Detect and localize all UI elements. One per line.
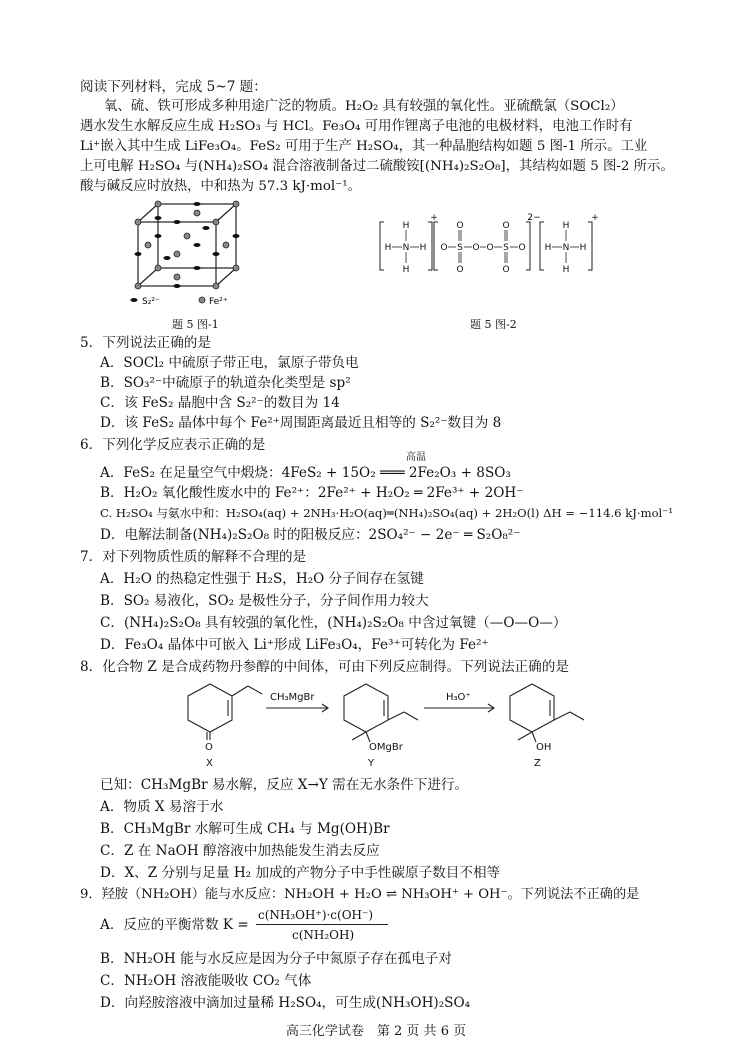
ammonium-persulfate-structure <box>376 212 616 280</box>
q9-option-c: C．NH₂OH 溶液能吸收 CO₂ 气体 <box>100 973 312 989</box>
label-x: X <box>206 758 213 769</box>
s2o8-o-bot1: O <box>456 265 464 275</box>
s2o8-o-bot2: O <box>502 265 510 275</box>
nh4-left-h-bottom: H <box>402 265 410 275</box>
s2o8-o-top1: O <box>456 221 464 231</box>
s2o8-charge: 2− <box>527 213 541 223</box>
y-omgbr: OMgBr <box>369 742 403 753</box>
fig5-2-caption: 题 5 图-2 <box>470 318 517 331</box>
q7-stem: 7．对下列物质性质的解释不合理的是 <box>80 549 307 565</box>
fig5-1-caption: 题 5 图-1 <box>172 318 219 331</box>
q6-stem: 6．下列化学反应表示正确的是 <box>80 437 266 453</box>
q5-stem: 5．下列说法正确的是 <box>80 335 211 351</box>
q6-option-a: A．FeS₂ 在足量空气中煅烧：4FeS₂ + 15O₂ ═══ 2Fe₂O₃ + 8SO₃ <box>100 465 511 481</box>
s2o8-o2: O <box>472 243 480 253</box>
nh4-right-h-left: H <box>544 243 552 253</box>
q9-stem: 9．羟胺（NH₂OH）能与水反应：NH₂OH + H₂O ⇌ NH₃OH⁺ + OH⁻。下列说法不正确的是 <box>80 887 640 902</box>
label-y: Y <box>368 758 375 769</box>
q9-option-b: B．NH₂OH 能与水反应是因为分子中氮原子存在孤电子对 <box>100 951 452 967</box>
nh4-right-h-top: H <box>562 221 570 231</box>
material-line-2: 遇水发生水解反应生成 H₂SO₃ 与 HCl。Fe₃O₄ 可用作锂离子电池的电极材料，电池工作时有 <box>80 119 633 134</box>
q7-option-c: C．(NH₄)₂S₂O₈ 具有较强的氧化性，(NH₄)₂S₂O₈ 中含过氧键（—O—O—） <box>100 615 567 631</box>
nh4-left-h-left: H <box>384 243 392 253</box>
s2o8-s2: S <box>503 243 509 253</box>
q8-option-a: A．物质 X 易溶于水 <box>100 799 224 815</box>
q8-stem: 8．化合物 Z 是合成药物丹参醇的中间体，可由下列反应制得。下列说法正确的是 <box>80 659 569 675</box>
q6-high-temp-label: 高温 <box>406 452 426 463</box>
q6-option-d: D．电解法制备(NH₄)₂S₂O₈ 时的阳极反应：2SO₄²⁻ − 2e⁻ ═ S₂O₈²⁻ <box>100 527 521 543</box>
nh4-right-n: N <box>562 243 570 253</box>
nh4-left-h-right: H <box>419 243 427 253</box>
q9-option-a-denominator: c(NH₂OH) <box>292 928 355 942</box>
q5-option-a: A．SOCl₂ 中硫原子带正电，氯原子带负电 <box>100 355 359 371</box>
q8-option-c: C．Z 在 NaOH 醇溶液中加热能发生消去反应 <box>100 843 380 859</box>
nh4-right-charge: + <box>591 213 599 223</box>
q5-option-d: D．该 FeS₂ 晶体中每个 Fe²⁺周围距离最近且相等的 S₂²⁻数目为 8 <box>100 415 502 431</box>
s2o8-o-top2: O <box>502 221 510 231</box>
q9-option-a-prefix: A．反应的平衡常数 K = <box>100 917 249 933</box>
material-line-5: 酸与碱反应时放热，中和热为 57.3 kJ·mol⁻¹。 <box>80 179 362 194</box>
page-footer: 高三化学试卷 第 2 页 共 6 页 <box>285 1024 467 1039</box>
z-oh: OH <box>536 742 552 753</box>
label-z: Z <box>534 758 541 769</box>
material-line-4: 上可电解 H₂SO₄ 与(NH₄)₂SO₄ 混合溶液制备过二硫酸铵[(NH₄)₂S₂O₈]，其结构如题 5 图-2 所示。 <box>80 159 674 174</box>
reagent-ch3mgbr: CH₃MgBr <box>270 692 315 703</box>
legend-fe2-label: Fe²⁺ <box>209 297 228 307</box>
q9-fraction-bar <box>256 924 388 925</box>
nh4-left-charge: + <box>430 213 438 223</box>
q7-option-b: B．SO₂ 易液化，SO₂ 是极性分子，分子间作用力较大 <box>100 593 429 609</box>
legend-s22-label: S₂²⁻ <box>142 297 160 307</box>
q8-option-d: D．X、Z 分别与足量 H₂ 加成的产物分子中手性碳原子数目不相等 <box>100 865 501 881</box>
q8-option-b: B．CH₃MgBr 水解可生成 CH₄ 与 Mg(OH)Br <box>100 821 390 837</box>
x-carbonyl-o: O <box>205 742 213 753</box>
q6-option-b: B．H₂O₂ 氧化酸性废水中的 Fe²⁺：2Fe²⁺ + H₂O₂ ═ 2Fe³⁺ + 2OH⁻ <box>100 485 524 501</box>
s2o8-o1: O <box>440 243 448 253</box>
nh4-right-h-right: H <box>579 243 587 253</box>
q7-option-d: D．Fe₃O₄ 晶体中可嵌入 Li⁺形成 LiFe₃O₄，Fe³⁺可转化为 Fe²⁺ <box>100 637 489 653</box>
q9-option-a-numerator: c(NH₃OH⁺)·c(OH⁻) <box>258 908 374 922</box>
q5-option-c: C．该 FeS₂ 晶胞中含 S₂²⁻的数目为 14 <box>100 395 340 411</box>
s2o8-s1: S <box>457 243 463 253</box>
q7-option-a: A．H₂O 的热稳定性强于 H₂S，H₂O 分子间存在氢键 <box>100 571 424 587</box>
reagent-h3o: H₃O⁺ <box>446 692 471 703</box>
nh4-right-h-bottom: H <box>562 265 570 275</box>
s2o8-o4: O <box>518 243 526 253</box>
q8-reaction-scheme <box>170 676 610 770</box>
q8-known-condition: 已知：CH₃MgBr 易水解，反应 X→Y 需在无水条件下进行。 <box>100 777 469 793</box>
fes2-unit-cell-figure <box>120 198 250 310</box>
material-line-1: 氧、硫、铁可形成多种用途广泛的物质。H₂O₂ 具有较强的氧化性。亚硫酰氯（SOCl₂） <box>104 99 624 114</box>
q9-option-d: D．向羟胺溶液中滴加过量稀 H₂SO₄，可生成(NH₃OH)₂SO₄ <box>100 995 471 1011</box>
reading-intro: 阅读下列材料，完成 5~7 题： <box>80 79 267 95</box>
material-line-3: Li⁺嵌入其中生成 LiFe₃O₄。FeS₂ 可用于生产 H₂SO₄，其一种晶胞结构如题 5 图-1 所示。工业 <box>80 139 648 154</box>
q6-option-c: C. H₂SO₄ 与氨水中和：H₂SO₄(aq) + 2NH₃·H₂O(aq)═(NH₄)₂SO₄(aq) + 2H₂O(l) ΔH = −114.6 kJ·mol⁻¹ <box>100 506 674 520</box>
q5-option-b: B．SO₃²⁻中硫原子的轨道杂化类型是 sp² <box>100 375 351 391</box>
nh4-left-h-top: H <box>402 221 410 231</box>
s2o8-o3: O <box>486 243 494 253</box>
nh4-left-n: N <box>402 243 410 253</box>
